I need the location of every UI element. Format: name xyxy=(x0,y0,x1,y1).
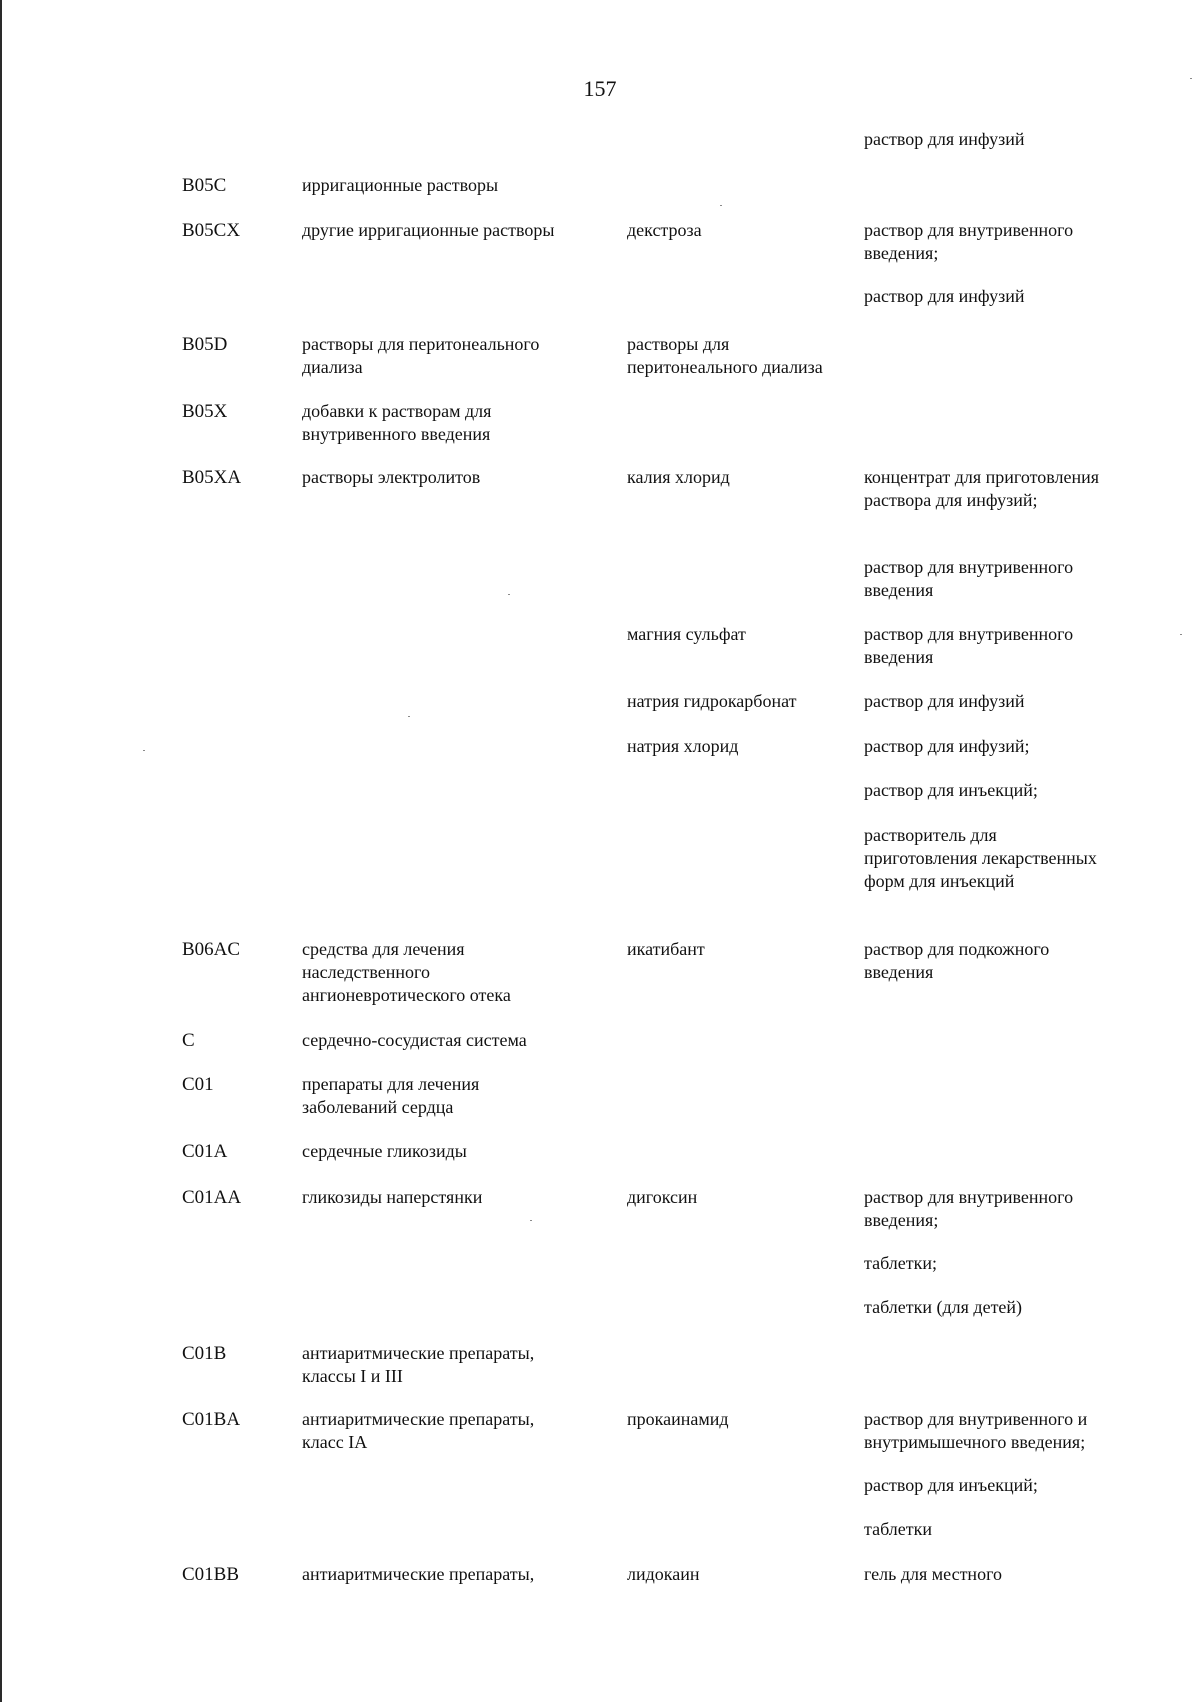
table-cell-form: раствор для внутривенного и внутримышечного введения; xyxy=(864,1409,1088,1452)
scan-speck xyxy=(530,1220,532,1221)
table-cell-form: раствор для инфузий; xyxy=(864,736,1030,756)
table-cell-name: антиаритмические препараты, классы I и III xyxy=(302,1343,535,1386)
table-cell-drug: икатибант xyxy=(627,939,705,959)
table-cell-name: сердечно-сосудистая система xyxy=(302,1030,527,1050)
table-cell-drug: натрия гидрокарбонат xyxy=(627,691,797,711)
table-cell-drug: лидокаин xyxy=(627,1564,700,1584)
table-cell-drug: прокаинамид xyxy=(627,1409,729,1429)
scan-speck xyxy=(720,205,722,206)
scan-speck xyxy=(508,594,510,595)
table-cell-code: B05X xyxy=(182,401,228,422)
table-cell-code: B06AC xyxy=(182,939,241,960)
table-cell-code: B05D xyxy=(182,334,228,355)
scan-speck xyxy=(143,750,145,751)
table-cell-code: B05CX xyxy=(182,220,241,241)
table-cell-name: средства для лечения наследственного ангионевротического отека xyxy=(302,939,511,1005)
table-cell-name: антиаритмические препараты, xyxy=(302,1564,535,1584)
table-cell-name: другие ирригационные растворы xyxy=(302,220,555,240)
table-cell-form: раствор для внутривенного введения xyxy=(864,557,1074,600)
table-cell-form: раствор для инфузий xyxy=(864,129,1025,149)
table-cell-form: раствор для внутривенного введения xyxy=(864,624,1074,667)
page-number: 157 xyxy=(583,76,617,101)
table-cell-form: раствор для инъекций; xyxy=(864,1475,1038,1495)
table-cell-form: концентрат для приготовления раствора для инфузий; xyxy=(864,467,1099,510)
table-cell-form: раствор для внутривенного введения; xyxy=(864,220,1074,263)
table-cell-code: C01BA xyxy=(182,1409,241,1430)
table-cell-form: таблетки (для детей) xyxy=(864,1297,1023,1317)
table-cell-form: таблетки; xyxy=(864,1253,938,1273)
table-cell-drug: дигоксин xyxy=(627,1187,698,1207)
table-cell-code: C01BB xyxy=(182,1564,240,1585)
table-cell-code: B05XA xyxy=(182,467,242,488)
table-cell-name: растворы электролитов xyxy=(302,467,481,487)
table-cell-code: B05C xyxy=(182,175,227,196)
table-cell-drug: растворы для перитонеального диализа xyxy=(627,334,823,377)
table-cell-name: антиаритмические препараты, класс IA xyxy=(302,1409,535,1452)
table-cell-name: сердечные гликозиды xyxy=(302,1141,467,1161)
table-cell-form: раствор для инфузий xyxy=(864,691,1025,711)
table-cell-drug: декстроза xyxy=(627,220,702,240)
table-cell-code: C01AA xyxy=(182,1187,242,1208)
table-cell-drug: калия хлорид xyxy=(627,467,730,487)
scan-speck xyxy=(1180,634,1182,635)
table-cell-code: C01B xyxy=(182,1343,227,1364)
table-cell-name: растворы для перитонеального диализа xyxy=(302,334,540,377)
table-cell-code: C01A xyxy=(182,1141,228,1162)
table-cell-drug: магния сульфат xyxy=(627,624,746,644)
table-cell-form: раствор для внутривенного введения; xyxy=(864,1187,1074,1230)
table-cell-form: гель для местного xyxy=(864,1564,1002,1584)
table-cell-name: ирригационные растворы xyxy=(302,175,499,195)
table-cell-form: раствор для подкожного введения xyxy=(864,939,1050,982)
table-cell-name: гликозиды наперстянки xyxy=(302,1187,483,1207)
table-cell-form: растворитель для приготовления лекарственных форм для инъекций xyxy=(864,825,1097,891)
table-cell-drug: натрия хлорид xyxy=(627,736,739,756)
table-cell-name: препараты для лечения заболеваний сердца xyxy=(302,1074,480,1117)
table-cell-code: C xyxy=(182,1030,195,1051)
scan-speck xyxy=(1190,78,1192,79)
table-cell-name: добавки к растворам для внутривенного введения xyxy=(302,401,492,444)
table-cell-form: раствор для инъекций; xyxy=(864,780,1038,800)
scan-speck xyxy=(408,716,410,717)
table-cell-form: таблетки xyxy=(864,1519,933,1539)
table-cell-form: раствор для инфузий xyxy=(864,286,1025,306)
table-cell-code: C01 xyxy=(182,1074,214,1095)
